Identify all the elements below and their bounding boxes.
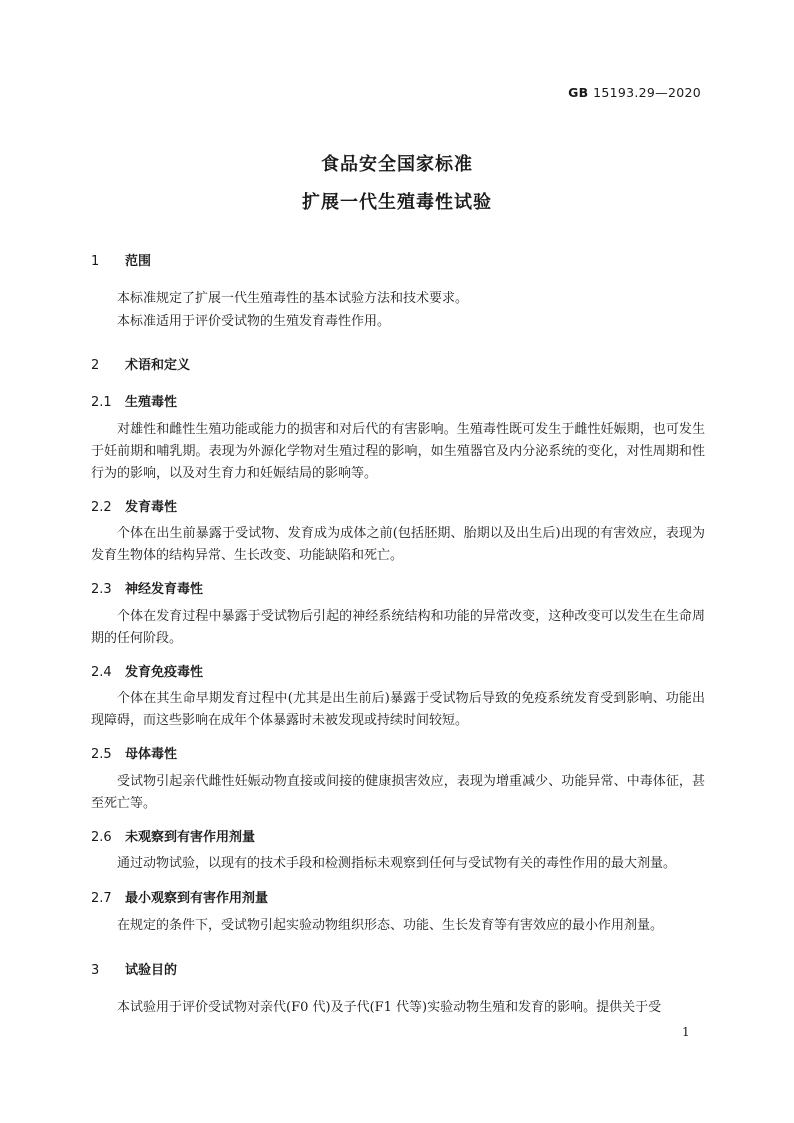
section-number: 2.6 bbox=[91, 830, 112, 845]
section-number: 2.7 bbox=[91, 891, 112, 906]
section-2-6-text: 通过动物试验，以现有的技术手段和检测指标未观察到任何与受试物有关的毒性作用的最大剂量。 bbox=[117, 856, 677, 871]
section-title: 发育毒性 bbox=[125, 500, 178, 515]
section-title: 神经发育毒性 bbox=[125, 582, 204, 597]
section-2-7-text: 在规定的条件下，受试物引起实验动物组织形态、功能、生长发育等有害效应的最小作用剂量。 bbox=[117, 918, 664, 933]
standard-code-number: 15193.29—2020 bbox=[593, 85, 701, 100]
section-2-3-text: 个体在发育过程中暴露于受试物后引起的神经系统结构和功能的异常改变，这种改变可以发生在生命周期的任何阶段。 bbox=[91, 609, 705, 646]
section-title: 未观察到有害作用剂量 bbox=[125, 830, 256, 845]
section-number: 1 bbox=[91, 254, 100, 269]
document-title-line2: 扩展一代生殖毒性试验 bbox=[302, 192, 492, 213]
section-2-4-text: 个体在其生命早期发育过程中(尤其是出生前后)暴露于受试物后导致的免疫系统发育受到影响、功能出现障碍，而这些影响在成年个体暴露时未被发现或持续时间较短。 bbox=[91, 691, 705, 728]
section-2-5-heading bbox=[91, 743, 177, 762]
section-number: 2.1 bbox=[91, 395, 112, 410]
section-number: 2 bbox=[91, 358, 100, 373]
section-1-paragraph-2: 本标准适用于评价受试物的生殖发育毒性作用。 bbox=[117, 314, 391, 329]
section-title: 试验目的 bbox=[125, 963, 178, 978]
section-2-6-heading bbox=[91, 826, 255, 845]
section-2-1-text: 对雄性和雌性生殖功能或能力的损害和对后代的有害影响。生殖毒性既可发生于雌性妊娠期，也可发生于妊前期和哺乳期。表现为外源化学物对生殖过程的影响，如生殖器官及内分泌系统的变化，对性周期和性行为的影响，以及对生育力和妊娠结局的影响等。 bbox=[91, 422, 705, 481]
section-number: 3 bbox=[91, 963, 100, 978]
section-2-1-heading bbox=[91, 391, 177, 410]
section-2-heading bbox=[91, 354, 190, 373]
section-number: 2.5 bbox=[91, 747, 112, 762]
page-number: 1 bbox=[682, 1025, 690, 1039]
standard-code bbox=[568, 85, 701, 100]
section-2-3-heading bbox=[91, 578, 203, 597]
section-title: 术语和定义 bbox=[125, 358, 191, 373]
section-number: 2.2 bbox=[91, 500, 112, 515]
section-2-2-text: 个体在出生前暴露于受试物、发育成为成体之前(包括胚期、胎期以及出生后)出现的有害效应，表现为发育生物体的结构异常、生长改变、功能缺陷和死亡。 bbox=[91, 526, 705, 563]
section-title: 范围 bbox=[125, 254, 152, 269]
document-title-line1: 食品安全国家标准 bbox=[321, 154, 473, 175]
section-1-paragraph-1: 本标准规定了扩展一代生殖毒性的基本试验方法和技术要求。 bbox=[117, 291, 469, 306]
section-title: 母体毒性 bbox=[125, 747, 178, 762]
section-title: 发育免疫毒性 bbox=[125, 665, 204, 680]
section-number: 2.4 bbox=[91, 665, 112, 680]
standard-code-prefix: GB bbox=[568, 85, 589, 100]
section-2-5-text: 受试物引起亲代雌性妊娠动物直接或间接的健康损害效应，表现为增重减少、功能异常、中毒体征，甚至死亡等。 bbox=[91, 774, 705, 811]
section-2-7-heading bbox=[91, 887, 268, 906]
section-title: 最小观察到有害作用剂量 bbox=[125, 891, 269, 906]
section-3-text: 本试验用于评价受试物对亲代(F0 代)及子代(F1 代等)实验动物生殖和发育的影响。提供关于受 bbox=[117, 1000, 662, 1015]
section-2-2-heading bbox=[91, 496, 177, 515]
section-title: 生殖毒性 bbox=[125, 395, 178, 410]
section-1-heading bbox=[91, 250, 151, 269]
section-2-4-heading bbox=[91, 661, 203, 680]
section-number: 2.3 bbox=[91, 582, 112, 597]
section-3-heading bbox=[91, 959, 177, 978]
